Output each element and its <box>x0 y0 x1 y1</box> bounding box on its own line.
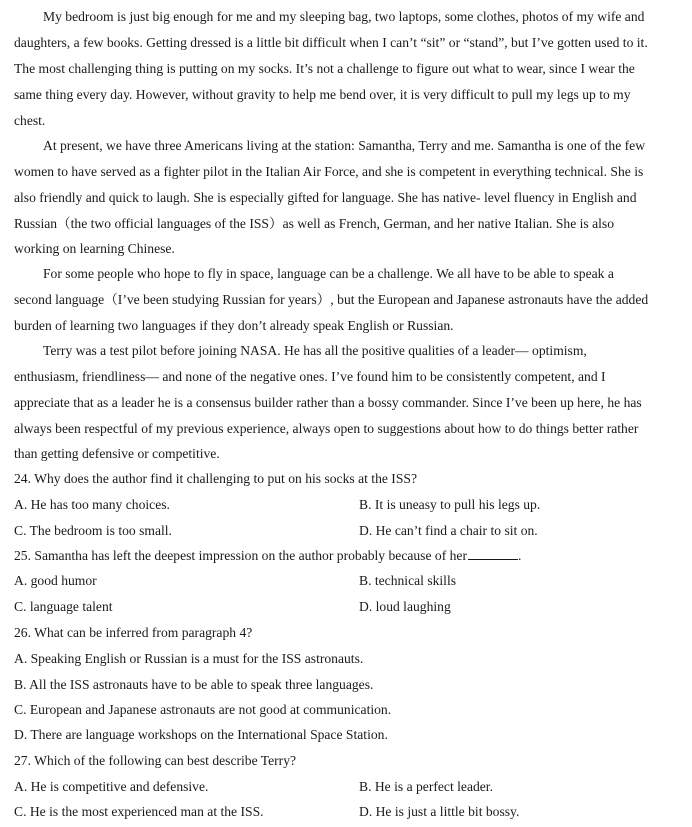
answer-blank <box>468 547 518 560</box>
passage-line: second language（I’ve been studying Russian for years）, but the European and Japanese astronauts have the added <box>14 292 649 307</box>
passage-line: than getting defensive or competitive. <box>14 446 220 461</box>
question-24-option-a[interactable]: A. He has too many choices. <box>14 497 170 512</box>
question-25-option-a[interactable]: A. good humor <box>14 573 97 588</box>
question-25-option-c[interactable]: C. language talent <box>14 599 113 614</box>
passage-line: enthusiasm, friendliness— and none of the negative ones. I’ve found him to be consistently competent, and I <box>14 369 606 384</box>
question-27-option-b[interactable]: B. He is a perfect leader. <box>359 779 493 794</box>
passage-line: women to have served as a fighter pilot in the Italian Air Force, and she is competent in everything technical. She is <box>14 164 644 179</box>
passage-line: At present, we have three Americans living at the station: Samantha, Terry and me. Samantha is one of the few <box>43 138 646 153</box>
question-25-stem-end: . <box>518 548 522 563</box>
question-24-stem: 24. Why does the author find it challenging to put on his socks at the ISS? <box>14 471 417 486</box>
question-25-option-d[interactable]: D. loud laughing <box>359 599 451 614</box>
passage-line: also friendly and quick to laugh. She is especially gifted for language. She has native- level fluency in English and <box>14 190 637 205</box>
question-24-option-c[interactable]: C. The bedroom is too small. <box>14 523 172 538</box>
passage-line: working on learning Chinese. <box>14 241 175 256</box>
question-26-option-c[interactable]: C. European and Japanese astronauts are not good at communication. <box>14 702 392 717</box>
question-25-stem <box>14 547 684 565</box>
passage-line: Terry was a test pilot before joining NASA. He has all the positive qualities of a leader— optimism, <box>43 343 587 358</box>
passage-line: daughters, a few books. Getting dressed is a little bit difficult when I can’t “sit” or “stand”, but I’ve gotten used to it. <box>14 35 648 50</box>
question-24-option-d[interactable]: D. He can’t find a chair to sit on. <box>359 523 538 538</box>
passage-line: The most challenging thing is putting on my socks. It’s not a challenge to figure out what to wear, since I wear the <box>14 61 635 76</box>
question-26-option-d[interactable]: D. There are language workshops on the International Space Station. <box>14 727 388 742</box>
passage-line: My bedroom is just big enough for me and my sleeping bag, two laptops, some clothes, photos of my wife and <box>43 9 645 24</box>
question-27-option-c[interactable]: C. He is the most experienced man at the ISS. <box>14 804 264 819</box>
question-27-stem: 27. Which of the following can best describe Terry? <box>14 753 297 768</box>
passage-line: appreciate that as a leader he is a consensus builder rather than a bossy commander. Since I’ve been up here, he has <box>14 395 642 410</box>
question-26-stem: 26. What can be inferred from paragraph 4? <box>14 625 253 640</box>
question-26-option-b[interactable]: B. All the ISS astronauts have to be able to speak three languages. <box>14 677 374 692</box>
passage-line: same thing every day. However, without gravity to help me bend over, it is very difficult to pull my legs up to my <box>14 87 631 102</box>
passage-line: always been respectful of my previous experience, always open to suggestions about how to do things better rather <box>14 421 639 436</box>
passage-line: For some people who hope to fly in space, language can be a challenge. We all have to be able to speak a <box>43 266 614 281</box>
passage-line: chest. <box>14 113 46 128</box>
question-25-stem-text: 25. Samantha has left the deepest impression on the author probably because of her <box>14 548 467 563</box>
question-27-option-a[interactable]: A. He is competitive and defensive. <box>14 779 209 794</box>
passage-line: burden of learning two languages if they don’t already speak English or Russian. <box>14 318 454 333</box>
passage-line: Russian（the two official languages of the ISS）as well as French, German, and her native Italian. She is also <box>14 216 614 231</box>
question-24-option-b[interactable]: B. It is uneasy to pull his legs up. <box>359 497 541 512</box>
question-25-option-b[interactable]: B. technical skills <box>359 573 457 588</box>
question-26-option-a[interactable]: A. Speaking English or Russian is a must for the ISS astronauts. <box>14 651 364 666</box>
question-27-option-d[interactable]: D. He is just a little bit bossy. <box>359 804 520 819</box>
